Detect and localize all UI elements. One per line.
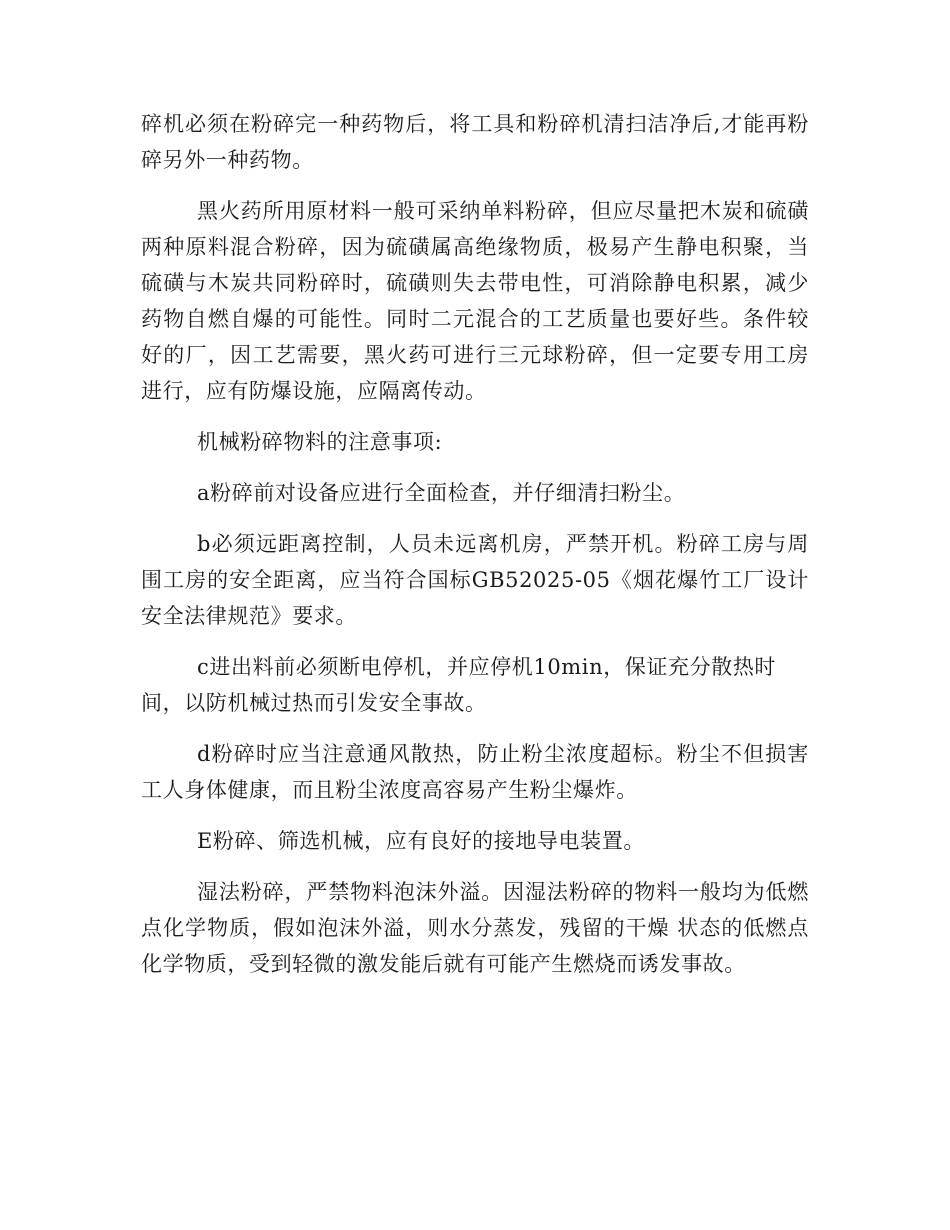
paragraph-1: 碎机必须在粉碎完一种药物后，将工具和粉碎机清扫洁净后,才能再粉碎另外一种药物。: [141, 112, 809, 172]
paragraph-2: 黑火药所用原材料一般可采纳单料粉碎，但应尽量把木炭和硫磺两种原料混合粉碎，因为硫磺属高绝缘物质，极易产生静电积聚，当硫磺与木炭共同粉碎时，硫磺则失去带电性，可消除静电积累，减少药物自燃自爆的可能性。同时二元混合的工艺质量也要好些。条件较好的厂，因工艺需要，黑火药可进行三元球粉碎，但一定要专用工房进行，应有防爆设施，应隔离传动。: [141, 199, 809, 403]
paragraph-4-item-a: a粉碎前对设备应进行全面检查，并仔细清扫粉尘。: [197, 481, 686, 505]
paragraph-3-heading: 机械粉碎物料的注意事项:: [197, 430, 443, 454]
paragraph-9: 湿法粉碎，严禁物料泡沫外溢。因湿法粉碎的物料一般均为低燃点化学物质，假如泡沫外溢，则水分蒸发，残留的干燥 状态的低燃点化学物质，受到轻微的激发能后就有可能产生燃烧而诱发事故。: [141, 880, 809, 976]
paragraph-5-item-b: b必须远距离控制，人员未远离机房，严禁开机。粉碎工房与周围工房的安全距离，应当符合国标GB52025-05《烟花爆竹工厂设计安全法律规范》要求。: [141, 532, 809, 628]
paragraph-6-item-c: c进出料前必须断电停机，并应停机10min，保证充分散热时间，以防机械过热而引发安全事故。: [141, 655, 777, 715]
document-page: [141, 106, 809, 997]
paragraph-7-item-d: d粉碎时应当注意通风散热，防止粉尘浓度超标。粉尘不但损害工人身体健康，而且粉尘浓度高容易产生粉尘爆炸。: [141, 742, 809, 802]
paragraph-8-item-e: E粉碎、筛选机械，应有良好的接地导电装置。: [197, 829, 645, 853]
